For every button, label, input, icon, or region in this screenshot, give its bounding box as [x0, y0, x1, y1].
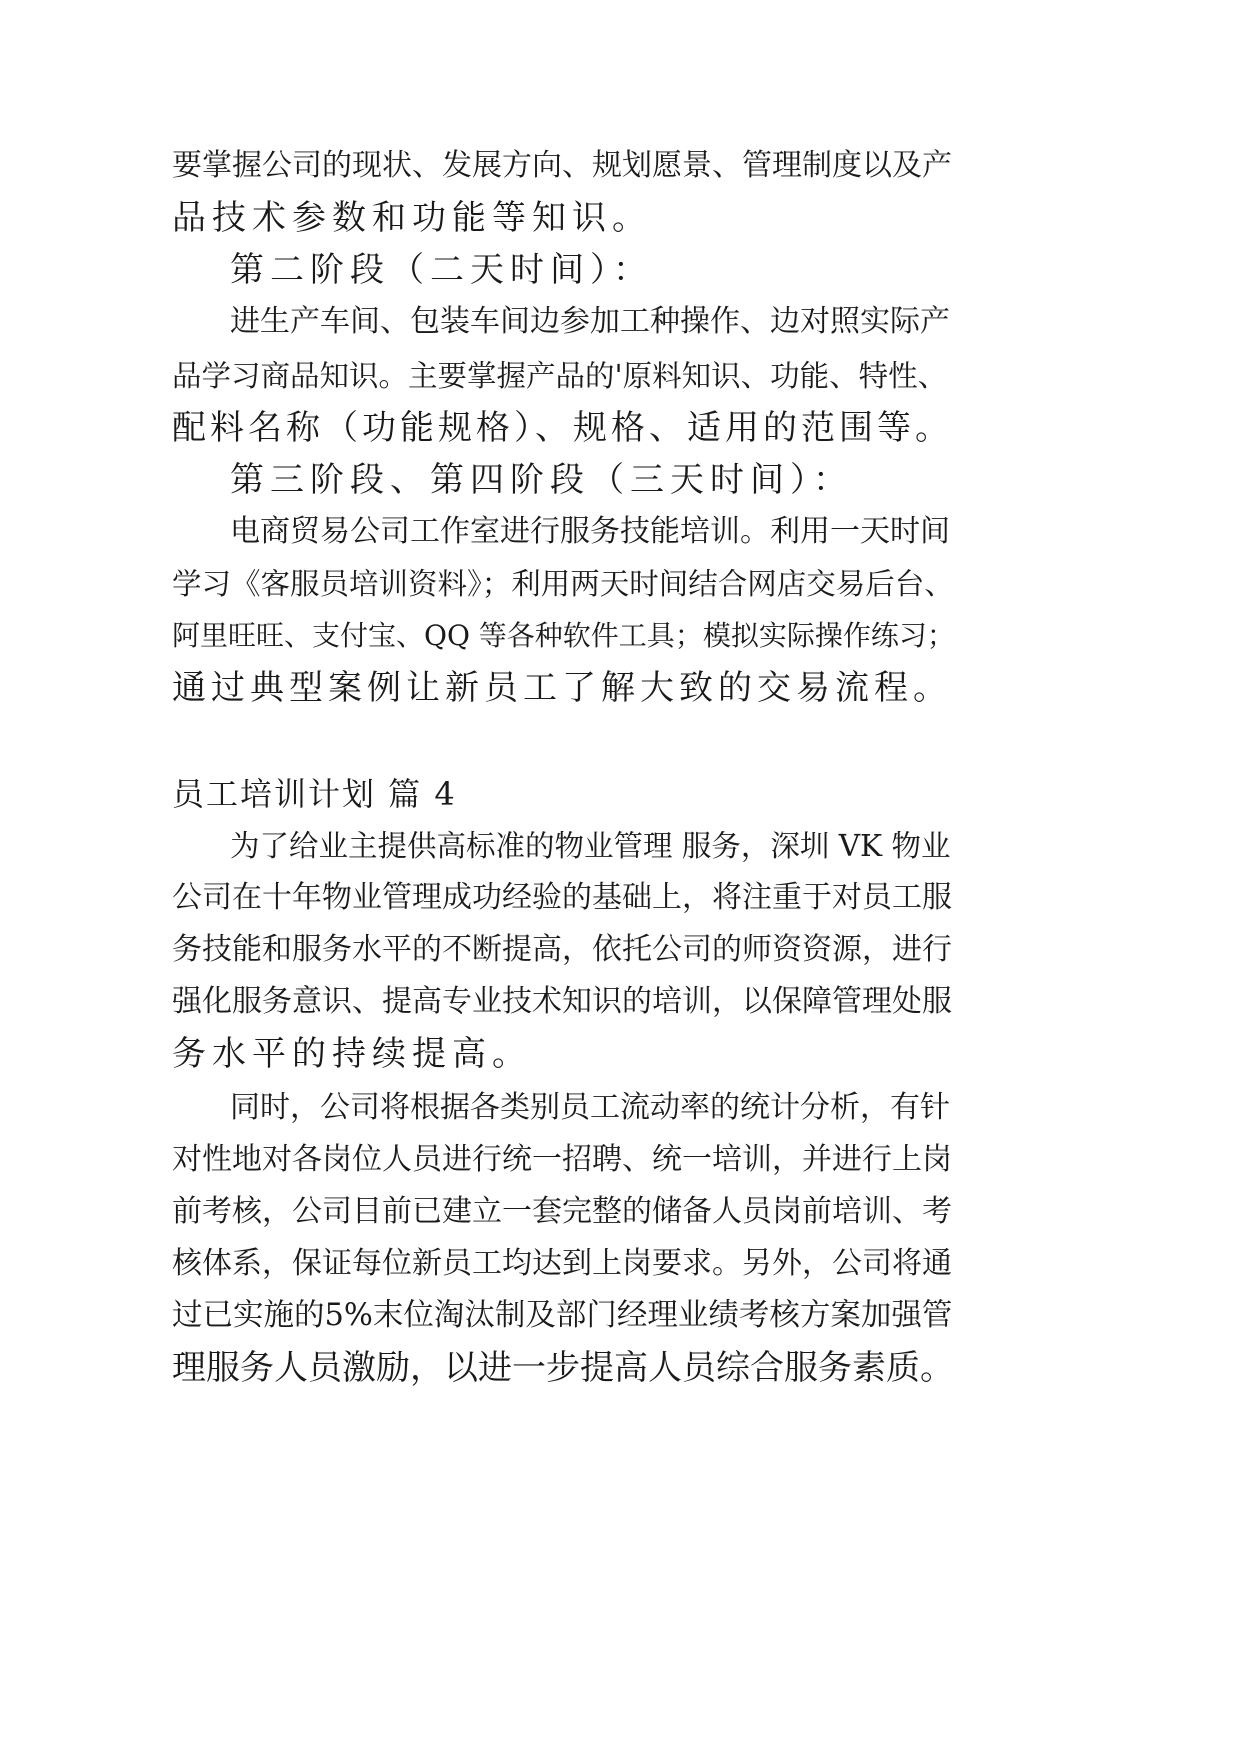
- text-line: 要掌握公司的现状、发展方向、规划愿景、管理制度以及产: [172, 148, 952, 183]
- text-line: 前考核，公司目前已建立一套完整的储备人员岗前培训、考: [172, 1194, 952, 1229]
- text-line: 公司在十年物业管理成功经验的基础上，将注重于对员工服: [172, 880, 952, 915]
- text-line: 理服务人员激励，以进一步提高人员综合服务素质。: [172, 1348, 954, 1388]
- text-line: 为了给业主提供高标准的物业管理 服务，深圳 VK 物业: [230, 829, 951, 863]
- text-line: 强化服务意识、提高专业技术知识的培训，以保障管理处服: [172, 984, 952, 1019]
- text-line: 务水平的持续提高。: [172, 1034, 532, 1074]
- text-line: 品技术参数和功能等知识。: [172, 198, 652, 238]
- text-line: 品学习商品知识。主要掌握产品的'原料知识、功能、特性、: [172, 359, 948, 393]
- section-subheading: 第二阶段（二天时间）：: [230, 250, 653, 290]
- text-line: 过已实施的5%末位淘汰制及部门经理业绩考核方案加强管: [172, 1298, 953, 1333]
- text-line: 核体系，保证每位新员工均达到上岗要求。另外，公司将通: [172, 1246, 952, 1281]
- text-line: 阿里旺旺、支付宝、QQ 等各种软件工具；模拟实际操作练习；: [172, 619, 955, 652]
- text-line: 通过典型案例让新员工了解大致的交易流程。: [172, 668, 952, 708]
- text-line: 配料名称（功能规格）、规格、适用的范围等。: [172, 408, 953, 448]
- text-line: 务技能和服务水平的不断提高，依托公司的师资资源，进行: [172, 932, 952, 967]
- text-line: 同时，公司将根据各类别员工流动率的统计分析，有针: [230, 1090, 950, 1125]
- text-line: 电商贸易公司工作室进行服务技能培训。利用一天时间: [230, 514, 950, 549]
- text-line: 对性地对各岗位人员进行统一招聘、统一培训，并进行上岗: [172, 1142, 952, 1177]
- section-heading: 员工培训计划 篇 4: [172, 775, 457, 813]
- text-line: 进生产车间、包装车间边参加工种操作、边对照实际产: [230, 304, 950, 339]
- section-subheading: 第三阶段、第四阶段（三天时间）：: [230, 460, 853, 500]
- text-line: 学习《客服员培训资料》；利用两天时间结合网店交易后台、: [172, 567, 954, 601]
